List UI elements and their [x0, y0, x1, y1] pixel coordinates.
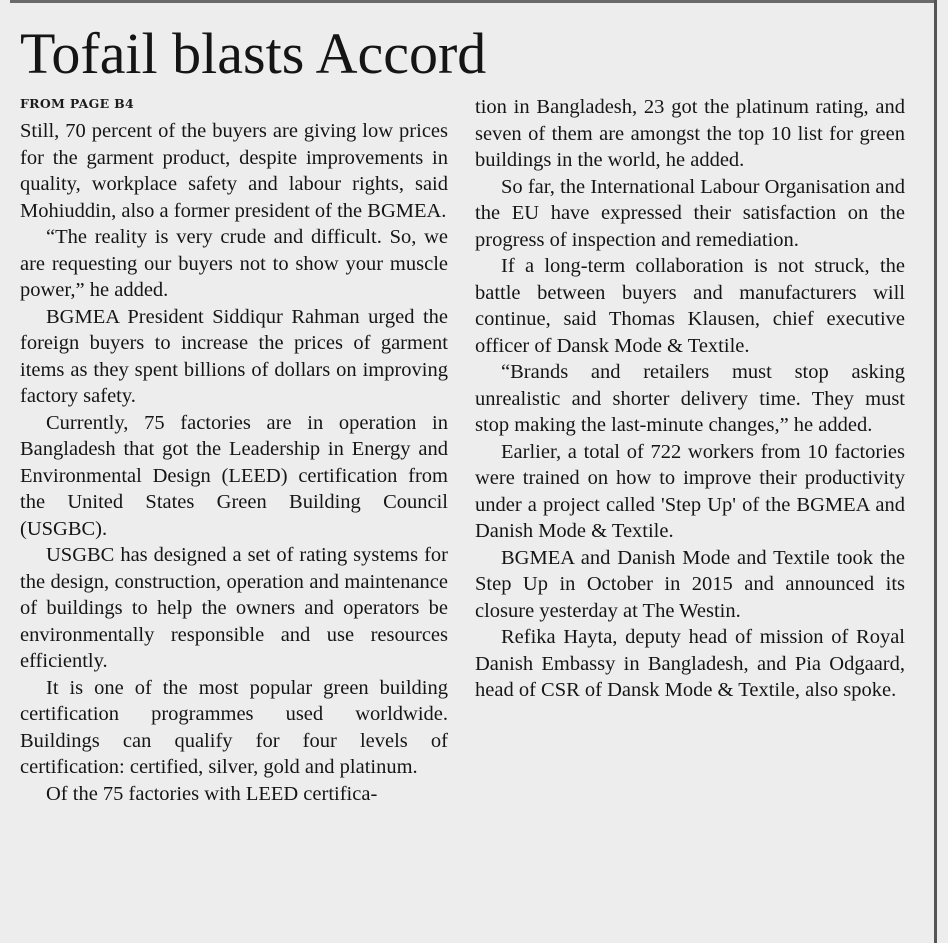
paragraph: “The reality is very crude and difficult. So, we are requesting our buyers not to show your muscle power,” he added.: [20, 226, 448, 301]
paragraph: Refika Hayta, deputy head of mission of Royal Danish Embassy in Bangladesh, and Pia Odgaard, head of CSR of Dansk Mode & Textile, also spoke.: [475, 626, 905, 701]
right-border-rule: [934, 0, 937, 943]
left-column: [20, 118, 448, 807]
paragraph: tion in Bangladesh, 23 got the platinum rating, and seven of them are amongst the top 10 list for green buildings in the world, he added.: [475, 96, 905, 171]
top-border-rule: [10, 0, 935, 3]
paragraph: It is one of the most popular green building certification programmes used worldwide. Buildings can qualify for four levels of certification: certified, silver, gold and platinum.: [20, 676, 448, 778]
paragraph: Of the 75 factories with LEED certifica-: [46, 782, 378, 805]
paragraph: Currently, 75 factories are in operation in Bangladesh that got the Leadership in Energy and Environmental Design (LEED) certification from the United States Green Building Council (USGBC).: [20, 411, 448, 540]
paragraph: BGMEA and Danish Mode and Textile took the Step Up in October in 2015 and announced its closure yesterday at The Westin.: [475, 546, 905, 622]
jump-line: FROM PAGE B4: [20, 96, 134, 111]
paragraph: USGBC has designed a set of rating systems for the design, construction, operation and maintenance of buildings to help the owners and operators be environmentally responsible and use resources efficiently.: [20, 544, 448, 672]
headline: Tofail blasts Accord: [20, 21, 487, 86]
paragraph: BGMEA President Siddiqur Rahman urged the foreign buyers to increase the prices of garment items as they spent billions of dollars on improving factory safety.: [20, 305, 448, 407]
paragraph: If a long-term collaboration is not struck, the battle between buyers and manufacturers will continue, said Thomas Klausen, chief executive officer of Dansk Mode & Textile.: [475, 255, 905, 357]
paragraph: Still, 70 percent of the buyers are giving low prices for the garment product, despite improvements in quality, workplace safety and labour rights, said Mohiuddin, also a former president of the BGMEA.: [20, 120, 448, 222]
paragraph: Earlier, a total of 722 workers from 10 factories were trained on how to improve their productivity under a project called 'Step Up' of the BGMEA and Danish Mode & Textile.: [475, 440, 905, 542]
right-column: [475, 94, 905, 704]
paragraph: So far, the International Labour Organisation and the EU have expressed their satisfaction on the progress of inspection and remediation.: [475, 175, 905, 251]
paragraph: “Brands and retailers must stop asking unrealistic and shorter delivery time. They must stop making the last-minute changes,” he added.: [475, 361, 905, 436]
